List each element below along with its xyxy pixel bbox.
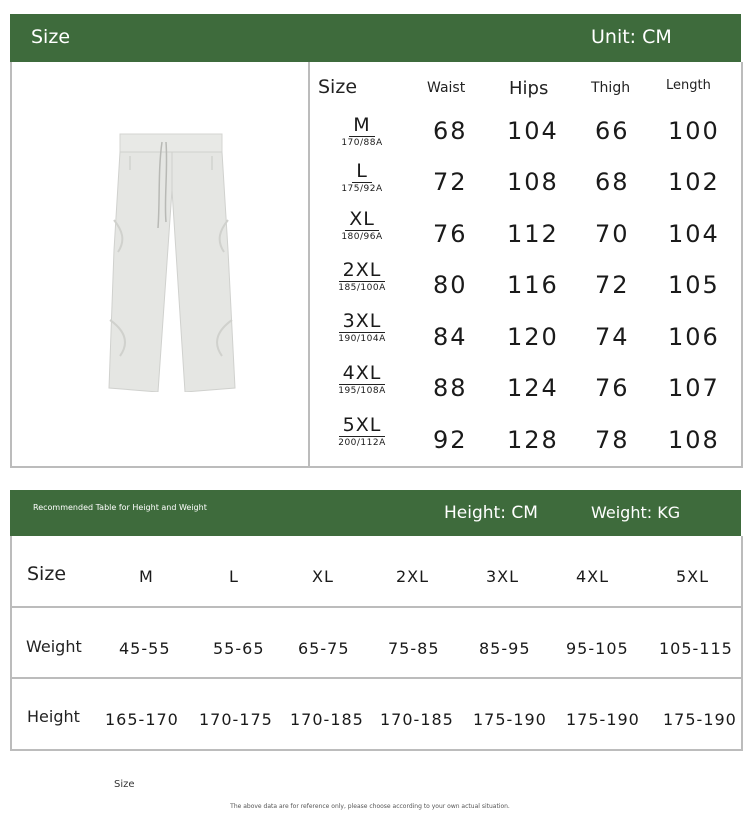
size-cell [332, 415, 392, 449]
hips-value: 116 [507, 271, 559, 299]
footer-size-label: Size [114, 779, 135, 790]
size-cell [332, 311, 392, 345]
recommendation-title: Recommended Table for Height and Weight [33, 503, 207, 512]
size-code: 185/100A [338, 283, 386, 293]
weight-unit: Weight: KG [591, 503, 681, 522]
pants-product-image [100, 130, 240, 392]
col-header-size: Size [318, 76, 358, 98]
thigh-value: 74 [595, 323, 630, 351]
hips-value: 112 [507, 220, 559, 248]
hips-value: 128 [507, 426, 559, 454]
size-label: 5XL [339, 415, 386, 437]
table-divider [308, 62, 310, 466]
thigh-value: 70 [595, 220, 630, 248]
col-header-length: Length [666, 78, 711, 93]
size-label: 4XL [339, 363, 386, 385]
hips-value: 124 [507, 374, 559, 402]
size-chart-header [10, 14, 741, 62]
length-value: 105 [668, 271, 720, 299]
waist-value: 80 [433, 271, 468, 299]
thigh-value: 72 [595, 271, 630, 299]
waist-value: 76 [433, 220, 468, 248]
height-value: 175-190 [566, 710, 640, 729]
weight-row-label: Weight [26, 637, 82, 656]
weight-value: 65-75 [298, 639, 350, 658]
size-m: M [139, 567, 154, 586]
size-label: L [352, 161, 372, 183]
height-row-label: Height [27, 707, 80, 726]
height-value: 165-170 [105, 710, 179, 729]
size-cell [332, 115, 392, 149]
row-divider [12, 606, 741, 608]
height-value: 170-175 [199, 710, 273, 729]
length-value: 104 [668, 220, 720, 248]
size-l: L [229, 567, 239, 586]
size-label: 3XL [339, 311, 386, 333]
weight-value: 95-105 [566, 639, 629, 658]
weight-value: 75-85 [388, 639, 440, 658]
weight-value: 105-115 [659, 639, 733, 658]
length-value: 107 [668, 374, 720, 402]
row-divider [12, 677, 741, 679]
weight-value: 55-65 [213, 639, 265, 658]
col-header-thigh: Thigh [591, 80, 631, 96]
size-code: 170/88A [341, 138, 383, 148]
thigh-value: 68 [595, 168, 630, 196]
size-row-label: Size [27, 563, 67, 585]
size-code: 190/104A [338, 334, 386, 344]
height-value: 175-190 [473, 710, 547, 729]
length-value: 106 [668, 323, 720, 351]
size-code: 200/112A [338, 438, 386, 448]
height-value: 170-185 [380, 710, 454, 729]
size-cell [332, 209, 392, 243]
size-label: 2XL [339, 260, 386, 282]
thigh-value: 78 [595, 426, 630, 454]
size-chart-unit: Unit: CM [591, 26, 672, 48]
height-unit: Height: CM [444, 503, 538, 523]
disclaimer-note: The above data are for reference only, please choose according to your own actual situation. [230, 803, 510, 810]
size-cell [332, 161, 392, 195]
height-value: 170-185 [290, 710, 364, 729]
waist-value: 92 [433, 426, 468, 454]
size-cell [332, 260, 392, 294]
hips-value: 108 [507, 168, 559, 196]
size-cell [332, 363, 392, 397]
size-code: 195/108A [338, 386, 386, 396]
waist-value: 72 [433, 168, 468, 196]
size-label: XL [345, 209, 379, 231]
length-value: 108 [668, 426, 720, 454]
height-value: 175-190 [663, 710, 737, 729]
weight-value: 45-55 [119, 639, 171, 658]
size-code: 175/92A [341, 184, 383, 194]
size-3xl: 3XL [486, 567, 520, 586]
waist-value: 88 [433, 374, 468, 402]
size-2xl: 2XL [396, 567, 430, 586]
col-header-waist: Waist [427, 80, 466, 96]
recommendation-header [10, 490, 741, 536]
size-5xl: 5XL [676, 567, 710, 586]
hips-value: 104 [507, 117, 559, 145]
size-code: 180/96A [341, 232, 383, 242]
size-chart-table [10, 62, 743, 468]
recommendation-table [10, 536, 743, 751]
col-header-hips: Hips [509, 78, 549, 99]
size-chart-title: Size [31, 26, 71, 48]
size-xl: XL [312, 567, 334, 586]
weight-value: 85-95 [479, 639, 531, 658]
length-value: 102 [668, 168, 720, 196]
thigh-value: 66 [595, 117, 630, 145]
size-4xl: 4XL [576, 567, 610, 586]
size-label: M [349, 115, 374, 137]
length-value: 100 [668, 117, 720, 145]
thigh-value: 76 [595, 374, 630, 402]
waist-value: 84 [433, 323, 468, 351]
hips-value: 120 [507, 323, 559, 351]
waist-value: 68 [433, 117, 468, 145]
